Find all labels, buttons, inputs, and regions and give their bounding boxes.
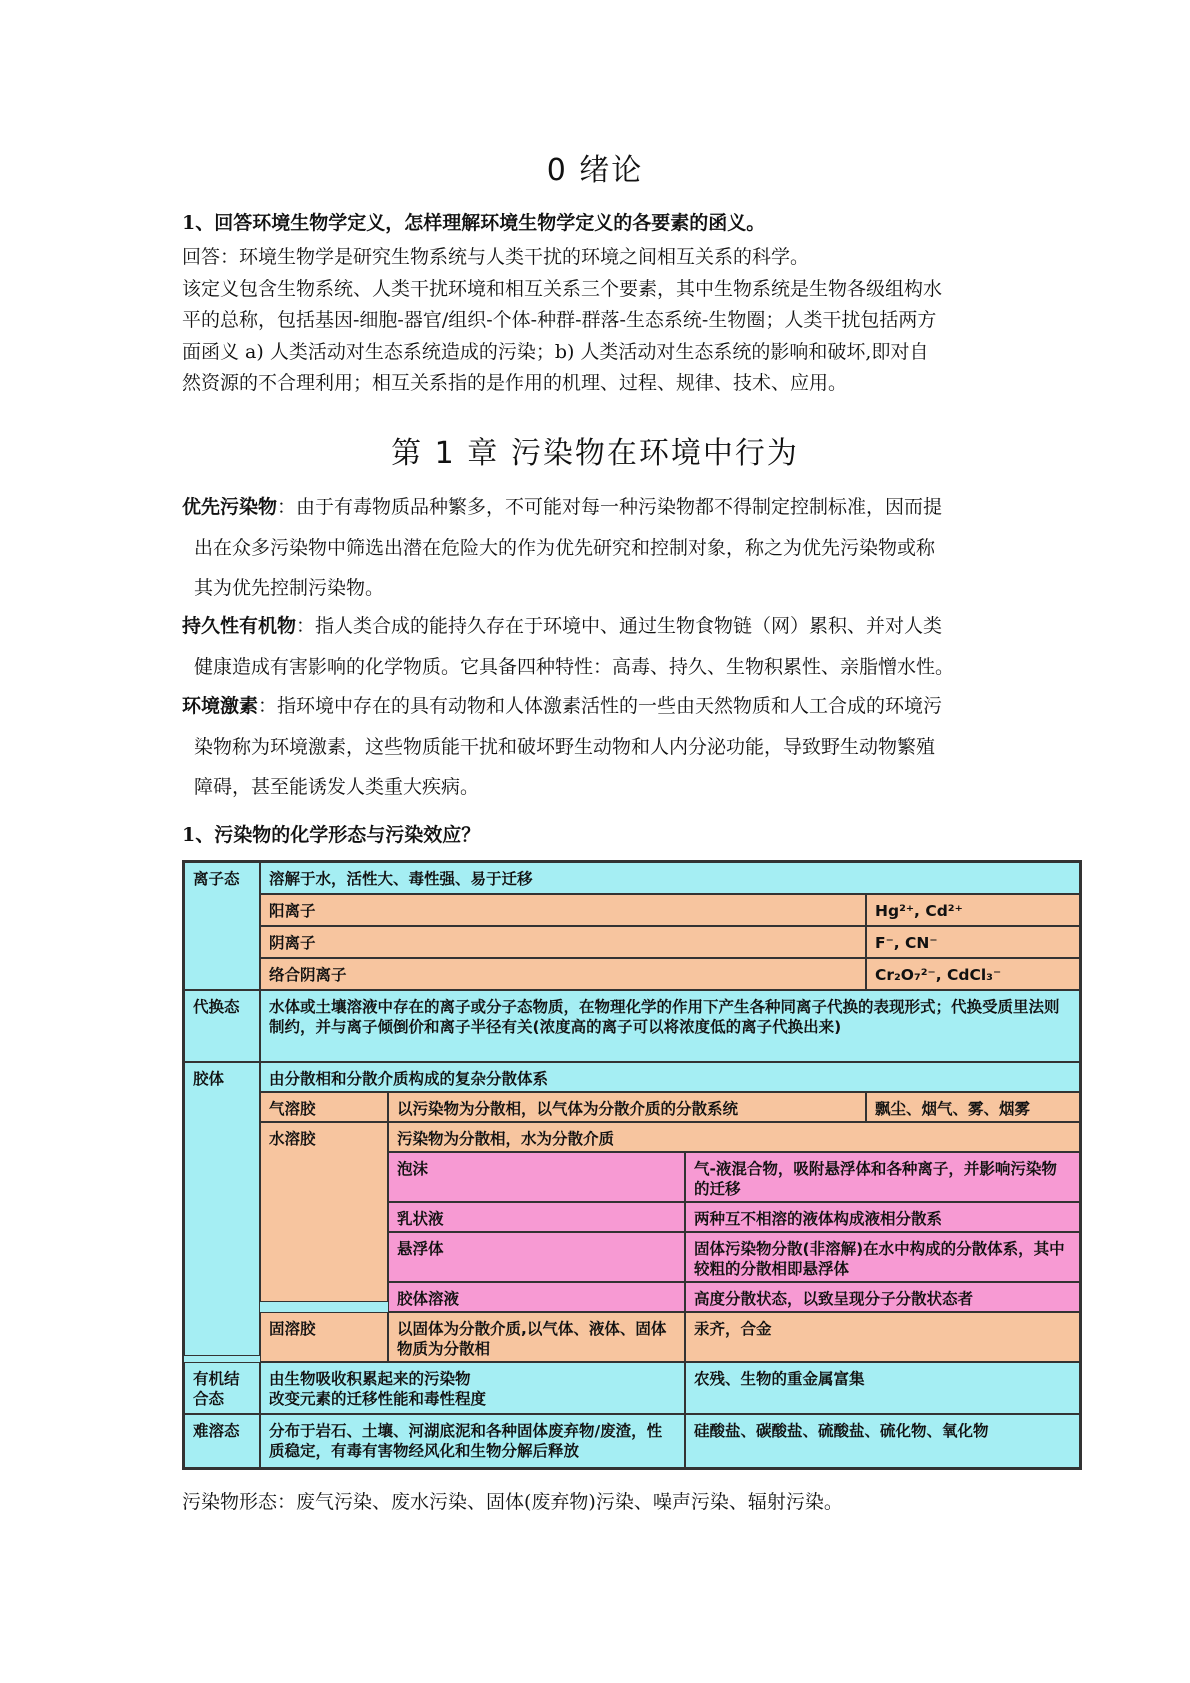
definition-line: ：指环境中存在的具有动物和人体激素活性的一些由天然物质和人工合成的环境污 [258, 695, 943, 717]
row-label-insoluble: 难溶态 [184, 1414, 260, 1468]
chapter1-question: 1、污染物的化学形态与污染效应？ [182, 824, 481, 846]
term-label: 优先污染物 [182, 496, 278, 518]
definition-line: ：指人类合成的能持久存在于环境中、通过生物食物链（网）累积、并对人类 [296, 615, 943, 637]
ionic-anion: 阴离子 [260, 926, 866, 958]
chapter0-question: 1、回答环境生物学定义，怎样理解环境生物学定义的各要素的函义。 [182, 212, 766, 234]
foam-desc: 气-液混合物，吸附悬浮体和各种离子，并影响污染物的迁移 [685, 1152, 1080, 1202]
solidsol-example: 汞齐，合金 [685, 1312, 1080, 1362]
row-label-substitution: 代换态 [184, 990, 260, 1062]
answer-line: 回答：环境生物学是研究生物系统与人类干扰的环境之间相互关系的科学。 [182, 246, 810, 268]
aerosol-example: 飘尘、烟气、雾、烟雾 [866, 1092, 1080, 1122]
insoluble-desc: 分布于岩石、土壤、河湖底泥和各种固体废弃物/废渣，性质稳定，有毒有害物经风化和生物分解后释放 [260, 1414, 685, 1468]
answer-line: 该定义包含生物系统、人类干扰环境和相互关系三个要素，其中生物系统是生物各级组构水 [182, 277, 943, 300]
pollutant-form-table [182, 860, 1082, 1470]
pollutant-forms-note: 污染物形态：废气污染、废水污染、固体(废弃物)污染、噪声污染、辐射污染。 [182, 1491, 843, 1513]
colloid-desc: 由分散相和分散介质构成的复杂分散体系 [260, 1062, 1080, 1092]
term-label: 持久性有机物 [182, 615, 297, 637]
ionic-complex-anion: 络合阴离子 [260, 958, 866, 990]
ionic-desc: 溶解于水，活性大、毒性强、易于迁移 [260, 862, 1080, 894]
insoluble-example: 硅酸盐、碳酸盐、硫酸盐、硫化物、氧化物 [685, 1414, 1080, 1468]
ionic-complex-anion-example: Cr₂O₇²⁻, CdCl₃⁻ [866, 958, 1080, 990]
answer-line: 然资源的不合理利用；相互关系指的是作用的机理、过程、规律、技术、应用。 [182, 372, 848, 394]
row-label-colloid: 胶体 [184, 1062, 260, 1356]
emulsion-name: 乳状液 [388, 1202, 685, 1232]
suspension-name: 悬浮体 [388, 1232, 685, 1282]
row-label-organic: 有机结合态 [184, 1362, 260, 1414]
ionic-anion-example: F⁻, CN⁻ [866, 926, 1080, 958]
aerosol-desc: 以污染物为分散相，以气体为分散介质的分散系统 [388, 1092, 866, 1122]
answer-line: 平的总称，包括基因-细胞-器官/组织-个体-种群-群落-生态系统-生物圈；人类干扰包括两方 [182, 309, 937, 331]
definition-line: 健康造成有害影响的化学物质。它具备四种特性：高毒、持久、生物积累性、亲脂憎水性。 [194, 655, 955, 678]
definition-line: ：由于有毒物质品种繁多，不可能对每一种污染物都不得制定控制标准，因而提 [277, 496, 943, 518]
ionic-cation: 阳离子 [260, 894, 866, 926]
colloid-solution-desc: 高度分散状态，以致呈现分子分散状态者 [685, 1282, 1080, 1312]
suspension-desc: 固体污染物分散(非溶解)在水中构成的分散体系，其中较粗的分散相即悬浮体 [685, 1232, 1080, 1282]
definition-priority-pollutants [182, 487, 1022, 609]
definition-line: 其为优先控制污染物。 [194, 577, 385, 599]
solidsol-name: 固溶胶 [260, 1312, 388, 1362]
aerosol-name: 气溶胶 [260, 1092, 388, 1122]
chapter1-title: 第 1 章 污染物在环境中行为 [391, 436, 799, 471]
row-label-ionic: 离子态 [184, 862, 260, 990]
foam-name: 泡沫 [388, 1152, 685, 1202]
hydrosol-desc: 污染物为分散相，水为分散介质 [388, 1122, 1080, 1152]
solidsol-desc: 以固体为分散介质,以气体、液体、固体物质为分散相 [388, 1312, 685, 1362]
organic-desc: 由生物吸收积累起来的污染物 改变元素的迁移性能和毒性程度 [260, 1362, 685, 1414]
definition-line: 染物称为环境激素，这些物质能干扰和破坏野生动物和人内分泌功能，导致野生动物繁殖 [194, 735, 936, 758]
ionic-cation-example: Hg²⁺, Cd²⁺ [866, 894, 1080, 926]
definition-environmental-hormones [182, 686, 1022, 808]
hydrosol-name: 水溶胶 [260, 1122, 388, 1302]
chapter0-title: 0 绪论 [546, 153, 644, 188]
term-label: 环境激素 [182, 695, 259, 717]
chapter0-answer [182, 242, 1022, 400]
definition-line: 出在众多污染物中筛选出潜在危险大的作为优先研究和控制对象，称之为优先污染物或称 [194, 536, 936, 559]
emulsion-desc: 两种互不相溶的液体构成液相分散系 [685, 1202, 1080, 1232]
substitution-desc: 水体或土壤溶液中存在的离子或分子态物质，在物理化学的作用下产生各种同离子代换的表现形式；代换受质里法则制约，并与离子倾倒价和离子半径有关(浓度高的离子可以将浓度低的离子代换出来) [260, 990, 1080, 1062]
answer-line: 面函义 a) 人类活动对生态系统造成的污染；b) 人类活动对生态系统的影响和破坏,即对自 [182, 340, 929, 363]
organic-example: 农残、生物的重金属富集 [685, 1362, 1080, 1414]
definition-line: 障碍，甚至能诱发人类重大疾病。 [194, 776, 480, 798]
definition-persistent-organics [182, 606, 1022, 687]
colloid-solution-name: 胶体溶液 [388, 1282, 685, 1312]
